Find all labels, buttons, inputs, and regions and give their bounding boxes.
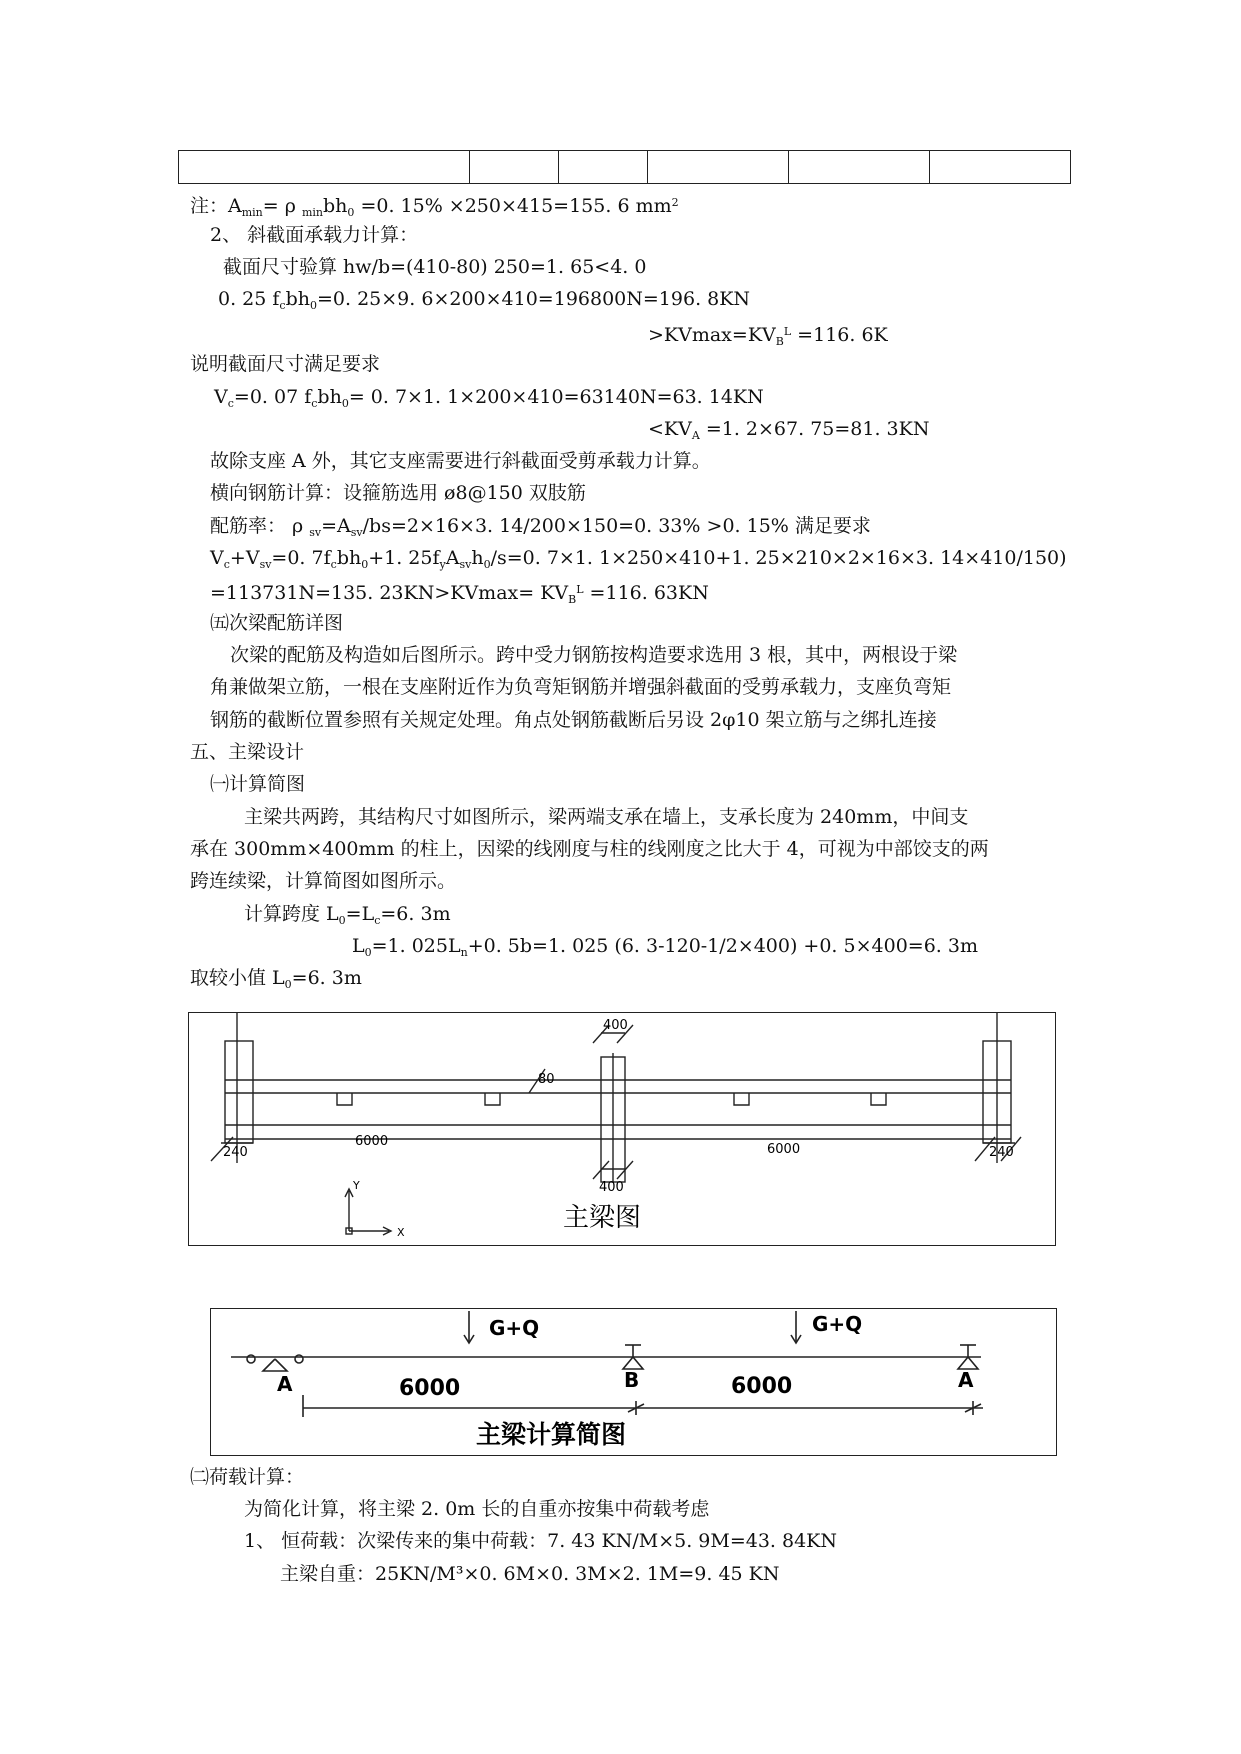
dimension-label: 400 xyxy=(603,1018,628,1033)
support-label: A xyxy=(277,1372,293,1396)
formula-line: 配筋率： ρ $_{sv}=A_{sv}/bs=2\times 16\times 3$. 14/200×150=0. 33% >0. 15% 满足要求 xyxy=(210,515,871,539)
paragraph-line: 角兼做架立筋，一根在支座附近作为负弯矩钢筋并增强斜截面的受剪承载力，支座负弯矩 xyxy=(210,676,952,698)
section-heading: 五、主梁设计 xyxy=(190,741,305,763)
formula-line: $L_0=1$. $025L_n+0$. 5b=1. 025 (6. 3-120-1/2×400) +0. 5×400=6. 3m xyxy=(352,935,978,959)
formula-line: $>KVmax=KV_B^L =116$. 6K xyxy=(648,324,888,348)
paragraph-line: 钢筋的截断位置参照有关规定处理。角点处钢筋截断后另设 2φ10 架立筋与之绑扎连接 xyxy=(210,709,937,731)
formula-line: $V_c+V_{sv}=0$. $7f_cbh_0+1$. $25f_yA_{sv}h_0/s=0$. 7×1. 1×250×410+1. 25×210×2×16×3. 14×410/150) xyxy=(210,547,1067,571)
support-label: A xyxy=(958,1368,974,1392)
figure-caption: 主梁图 xyxy=(563,1203,642,1233)
table-cell xyxy=(648,151,789,184)
text-line: 1、 恒荷载：次梁传来的集中荷载：7. 43 KN/M×5. 9M=43. 84KN xyxy=(244,1530,837,1552)
paragraph-line: 次梁的配筋及构造如后图所示。跨中受力钢筋按构造要求选用 3 根，其中，两根设于梁 xyxy=(230,644,958,666)
reinforcement-table xyxy=(178,150,1071,184)
span-label: 6000 xyxy=(731,1374,793,1399)
formula-line: $<KV_A =1$. 2×67. 75=81. 3KN xyxy=(648,418,930,442)
calc-diagram-figure xyxy=(210,1308,1057,1456)
table-cell xyxy=(470,151,559,184)
formula-line: 0. 25 $f_cbh_0=0$. 25×9. 6×200×410=196800N=196. 8KN xyxy=(218,288,751,312)
support-a-left xyxy=(263,1359,287,1371)
table-cell xyxy=(559,151,648,184)
table-row xyxy=(179,151,1071,184)
formula-line: 计算跨度 $L_0=L_c=6$. 3m xyxy=(244,903,451,927)
formula-line: =113731N=135. $23KN>KVmax= KV_B^L =116$. 63KN xyxy=(210,582,709,606)
note-amin: 注：$A_{min}= \rho$ $_{min}bh_0 =0$. 15% ×250×415=155. 6 $mm^2$ xyxy=(190,195,679,219)
support-label: B xyxy=(624,1368,640,1392)
formula-line: $V_c=0$. 07 $f_cbh_0= 0$. 7×1. 1×200×410=63140N=63. 14KN xyxy=(214,386,764,410)
axis-y-label: Y xyxy=(353,1179,360,1192)
formula-line: 取较小值 $L_0=6$. 3m xyxy=(190,967,362,991)
main-beam-drawing xyxy=(189,1013,1055,1245)
axis-x-label: X xyxy=(397,1226,405,1239)
paragraph-line: 主梁共两跨，其结构尺寸如图所示，梁两端支承在墙上，支承长度为 240mm，中间支 xyxy=(244,806,969,828)
span-label: 6000 xyxy=(399,1376,461,1401)
table-cell xyxy=(179,151,470,184)
section-heading: ㈤次梁配筋详图 xyxy=(210,612,344,634)
dimension-label: 6000 xyxy=(355,1134,389,1149)
text-line: 主梁自重：25KN/M³×0. 6M×0. 3M×2. 1M=9. 45 KN xyxy=(280,1563,780,1585)
text-line: 横向钢筋计算：设箍筋选用 ø8@150 双肢筋 xyxy=(210,482,586,504)
load-label-right: G+Q xyxy=(812,1312,863,1336)
dimension-label: 240 xyxy=(223,1145,248,1160)
paragraph-line: 承在 300mm×400mm 的柱上，因梁的线刚度与柱的线刚度之比大于 4，可视为中部饺支的两 xyxy=(190,838,989,860)
load-label-left: G+Q xyxy=(489,1316,540,1340)
section-heading: ㈠计算简图 xyxy=(210,773,306,795)
dimension-label: 400 xyxy=(599,1180,624,1195)
text-line: 故除支座 A 外，其它支座需要进行斜截面受剪承载力计算。 xyxy=(210,450,711,472)
calc-diagram-drawing xyxy=(211,1309,1056,1455)
left-wall xyxy=(225,1041,253,1143)
dimension-label: 240 xyxy=(989,1145,1014,1160)
section-heading: 2、 斜截面承载力计算： xyxy=(210,224,419,246)
text-line: 为简化计算，将主梁 2. 0m 长的自重亦按集中荷载考虑 xyxy=(244,1498,710,1520)
dimension-label: 6000 xyxy=(767,1142,801,1157)
figure-caption: 主梁计算简图 xyxy=(476,1420,627,1449)
section-heading: ㈡荷载计算： xyxy=(190,1466,305,1488)
paragraph-line: 跨连续梁，计算简图如图所示。 xyxy=(190,870,457,892)
text-line: 截面尺寸验算 hw/b=(410-80) 250=1. 65<4. 0 xyxy=(223,256,647,278)
table-cell xyxy=(930,151,1071,184)
main-beam-figure xyxy=(188,1012,1056,1246)
text-line: 说明截面尺寸满足要求 xyxy=(190,353,381,375)
dimension-label: 80 xyxy=(538,1072,555,1087)
table-cell xyxy=(789,151,930,184)
